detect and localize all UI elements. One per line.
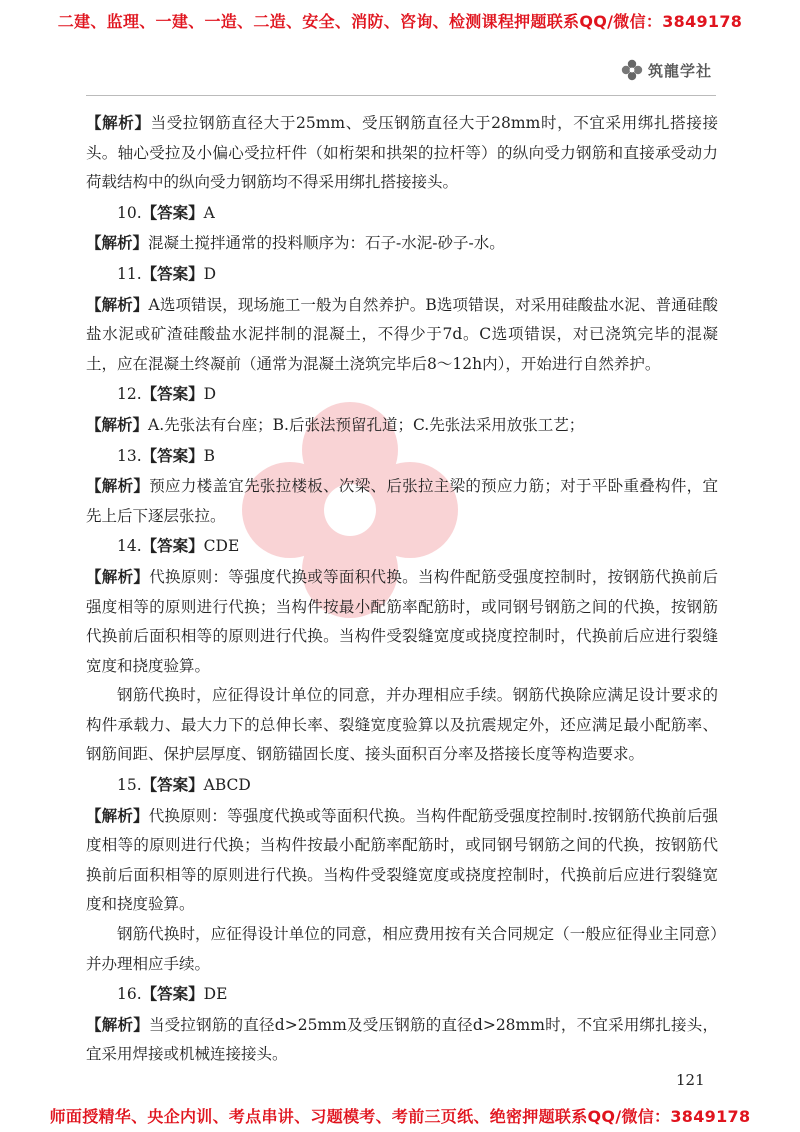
answer-line <box>86 441 718 472</box>
question-number: 10. <box>117 203 142 222</box>
question-number: 16. <box>117 985 142 1004</box>
answer-tag: 【答案】 <box>141 202 204 222</box>
explanation-text: A.先张法有台座；B.后张法预留孔道；C.先张法采用放张工艺； <box>148 415 585 434</box>
logo-text: 筑龍学社 <box>648 61 713 80</box>
answer-value: A <box>203 203 215 222</box>
question-number: 15. <box>117 776 142 795</box>
explanation-text: 当受拉钢筋直径大于25mm、受压钢筋直径大于28mm时，不宜采用绑扎搭接接头。轴心受拉及小偏心受拉杆件（如桁架和拱架的拉杆等）的纵向受力钢筋和直接承受动力荷载结构中的纵向受力钢筋均不得采用绑扎搭接接头。 <box>86 114 718 192</box>
explanation-tag: 【解析】 <box>86 294 149 314</box>
explanation-paragraph <box>86 108 718 198</box>
question-number: 12. <box>117 385 142 404</box>
answer-explanations <box>86 108 718 1070</box>
logo <box>620 58 712 82</box>
answer-value: B <box>203 446 216 465</box>
explanation-paragraph <box>86 228 718 259</box>
explanation-tag: 【解析】 <box>86 805 149 825</box>
question-number: 11. <box>117 264 142 283</box>
explanation-paragraph <box>86 1010 718 1070</box>
explanation-tag: 【解析】 <box>86 1014 149 1034</box>
answer-value: DE <box>203 985 228 1004</box>
answer-line <box>86 770 718 801</box>
top-banner: 二建、监理、一建、一造、二造、安全、消防、咨询、检测课程押题联系QQ/微信：3849178 <box>57 12 743 31</box>
page-number: 121 <box>676 1071 705 1089</box>
answer-tag: 【答案】 <box>141 384 204 404</box>
answer-tag: 【答案】 <box>141 775 204 795</box>
answer-line <box>86 379 718 410</box>
answer-value: CDE <box>203 537 240 556</box>
body-paragraph: 钢筋代换时，应征得设计单位的同意，并办理相应手续。钢筋代换除应满足设计要求的构件承载力、最大力下的总伸长率、裂缝宽度验算以及抗震规定外，还应满足最小配筋率、钢筋间距、保护层厚度、钢筋锚固长度、接头面积百分率及搭接长度等构造要求。 <box>86 686 718 764</box>
answer-line <box>86 531 718 562</box>
explanation-paragraph <box>86 410 718 441</box>
question-number: 14. <box>117 537 142 556</box>
header-divider <box>86 95 716 96</box>
answer-tag: 【答案】 <box>141 536 204 556</box>
explanation-text: 混凝土搅拌通常的投料顺序为：石子-水泥-砂子-水。 <box>148 234 505 253</box>
answer-value: ABCD <box>203 776 251 795</box>
explanation-text: 代换原则：等强度代换或等面积代换。当构件配筋受强度控制时.按钢筋代换前后强度相等的原则进行代换；当构件按最小配筋率配筋时，或同钢号钢筋之间的代换，按钢筋代换前后面积相等的原则进行代换。当构件受裂缝宽度或挠度控制时，代换前后应进行裂缝宽度和挠度验算。 <box>86 806 718 914</box>
body-paragraph: 钢筋代换时，应征得设计单位的同意，相应费用按有关合同规定（一般应征得业主同意）并办理相应手续。 <box>86 925 718 973</box>
bottom-banner: 师面授精华、央企内训、考点串讲、习题模考、考前三页纸、绝密押题联系QQ/微信：3849178 <box>49 1107 751 1126</box>
answer-line <box>86 979 718 1010</box>
explanation-tag: 【解析】 <box>86 233 149 253</box>
explanation-tag: 【解析】 <box>86 113 151 132</box>
explanation-text: 代换原则：等强度代换或等面积代换。当构件配筋受强度控制时，按钢筋代换前后强度相等的原则进行代换；当构件按最小配筋率配筋时，或同钢号钢筋之间的代换，按钢筋代换前后面积相等的原则进行代换。当构件受裂缝宽度或挠度控制时，代换前后应进行裂缝宽度和挠度验算。 <box>86 567 718 675</box>
answer-line <box>86 198 718 229</box>
explanation-tag: 【解析】 <box>86 414 149 434</box>
answer-tag: 【答案】 <box>141 984 204 1004</box>
answer-tag: 【答案】 <box>141 263 204 283</box>
answer-value: D <box>203 385 217 404</box>
explanation-paragraph <box>86 471 718 531</box>
answer-value: D <box>203 264 217 283</box>
explanation-text: 当受拉钢筋的直径d>25mm及受压钢筋的直径d>28mm时，不宜采用绑扎接头，宜采用焊接或机械连接接头。 <box>86 1015 718 1064</box>
explanation-text: A选项错误，现场施工一般为自然养护。B选项错误，对采用硅酸盐水泥、普通硅酸盐水泥或矿渣硅酸盐水泥拌制的混凝土，不得少于7d。C选项错误，对已浇筑完毕的混凝土，应在混凝土终凝前（通常为混凝土浇筑完毕后8～12h内），开始进行自然养护。 <box>86 295 718 373</box>
answer-line <box>86 259 718 290</box>
explanation-text: 预应力楼盖宜先张拉楼板、次梁、后张拉主梁的预应力筋；对于平卧重叠构件，宜先上后下逐层张拉。 <box>86 477 718 525</box>
answer-tag: 【答案】 <box>141 445 204 465</box>
question-number: 13. <box>117 446 142 465</box>
explanation-paragraph <box>86 562 718 681</box>
logo-flower-icon <box>620 58 644 82</box>
explanation-tag: 【解析】 <box>86 476 150 496</box>
explanation-paragraph <box>86 801 718 920</box>
explanation-tag: 【解析】 <box>86 566 150 586</box>
explanation-paragraph <box>86 290 718 380</box>
